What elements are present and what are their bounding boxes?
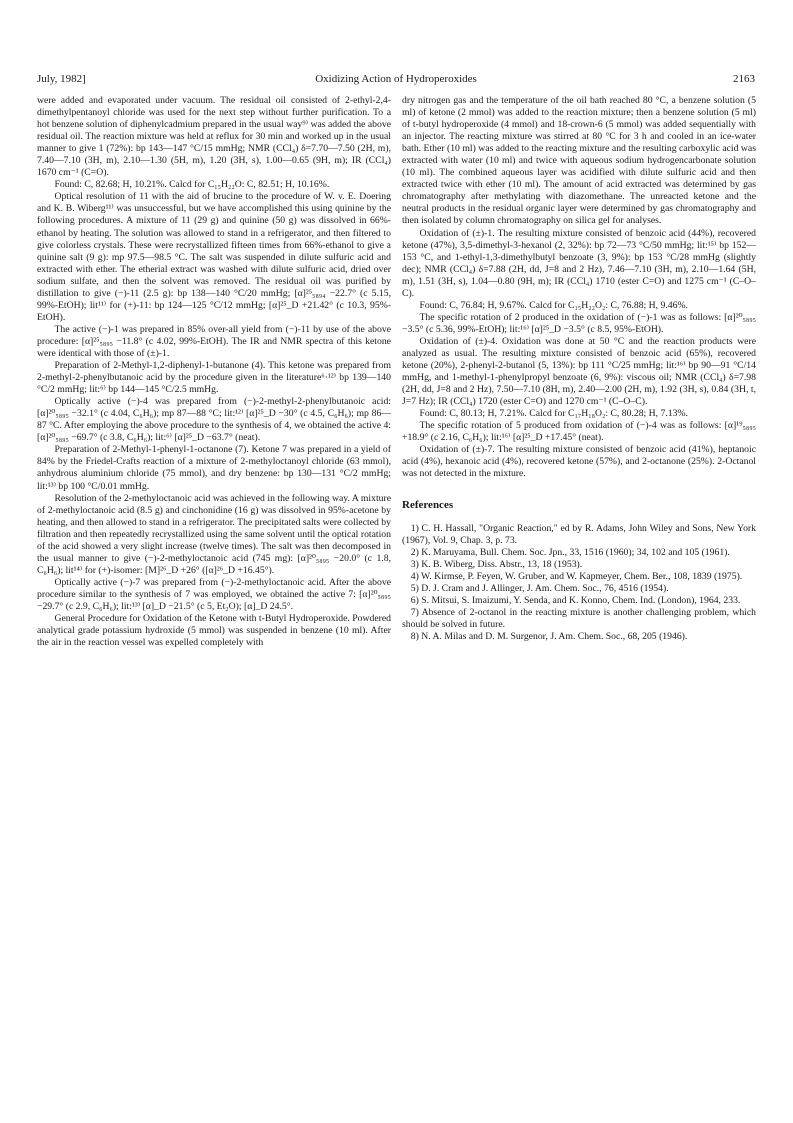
paragraph: The specific rotation of 5 produced from oxidation of (−)-4 was as follows: [α]¹⁹₅₈₉₅ +18.9° (c 2.16, C₆H₆); lit:¹⁶⁾ [α]²⁵_D +17.45° (neat). xyxy=(402,420,756,444)
reference-item: 8) N. A. Milas and D. M. Surgenor, J. Am. Chem. Soc., 68, 205 (1946). xyxy=(410,630,688,642)
references-heading: References xyxy=(402,498,454,511)
reference-item: 4) W. Kirmse, P. Feyen, W. Gruber, and W. Kapmeyer, Chem. Ber., 108, 1839 (1975). xyxy=(410,570,743,582)
paragraph: were added and evaporated under vacuum. The residual oil consisted of 2-ethyl-2,4-dimethylpentanoyl chloride was used for the next step without further purification. To a hot benzene solution of diphenylcadmium prepared in the usual way⁹⁾ was added the above residual oil. The reaction mixture was held at reflux for 30 min and worked up in the usual manner to give 1 (72%): bp 143—147 °C/15 mmHg; NMR (CCl₄) δ=7.70—7.50 (2H, m), 7.40—7.10 (3H, m), 2.10—1.30 (5H, m), 1.20 (3H, s), 1.00—0.65 (9H, m); IR (CCl₄) 1670 cm⁻¹ (C=O). xyxy=(37,95,391,179)
running-title: Oxidizing Action of Hydroperoxides xyxy=(315,73,477,85)
running-header xyxy=(37,72,755,86)
reference-item: 1) C. H. Hassall, "Organic Reaction," ed by R. Adams, John Wiley and Sons, New York (1967), Vol. 9, Chap. 3, p. 73. xyxy=(402,522,756,546)
reference-item: 7) Absence of 2-octanol in the reacting mixture is another challenging problem, which should be solved in future. xyxy=(402,606,756,630)
paragraph: The specific rotation of 2 produced in the oxidation of (−)-1 was as follows: [α]²⁰₅₈₉₅ −3.5° (c 5.36, 99%-EtOH); lit:¹⁶⁾ [α]²⁵_D −3.5° (c 8.5, 95%-EtOH). xyxy=(402,311,756,335)
paragraph: Oxidation of (±)-4. Oxidation was done at 50 °C and the reaction products were analyzed as usual. The resulting mixture consisted of benzoic acid (65%), recovered ketone (20%), 2-phenyl-2-butanol (5, 13%): bp 111 °C/25 mmHg; lit:¹⁶⁾ bp 90—91 °C/14 mmHg, and 1-methyl-1-phenylpropyl benzoate (6, 9%): viscous oil; NMR (CCl₄) δ=7.98 (2H, dd, J=8 and 2 Hz), 7.50—7.10 (8H, m), 2.40—2.00 (2H, m), 1.92 (3H, s), 0.84 (3H, t, J=7 Hz); IR (CCl₄) 1720 (ester C=O) and 1270 cm⁻¹ (C–O–C). xyxy=(402,335,756,408)
right-column xyxy=(402,95,756,643)
issue-date: July, 1982] xyxy=(37,73,86,85)
paragraph: Oxidation of (±)-1. The resulting mixture consisted of benzoic acid (44%), recovered ketone (47%), 3,5-dimethyl-3-hexanol (2, 32%): bp 72—73 °C/50 mmHg; lit:¹⁵⁾ bp 152—153 °C, and 1-ethyl-1,3-dimethylbutyl benzoate (3, 9%): bp 153 °C/28 mmHg (slightly dec); NMR (CCl₄) δ=7.88 (2H, dd, J=8 and 2 Hz), 7.46—7.10 (3H, m), 2.10—1.64 (5H, m), 1.51 (3H, s), 1.04—0.80 (9H, m); IR (CCl₄) 1710 (ester C=O) and 1275 cm⁻¹ (C–O–C). xyxy=(402,227,756,299)
reference-item: 3) K. B. Wiberg, Diss. Abstr., 13, 18 (1953). xyxy=(410,558,583,570)
paragraph: Oxidation of (±)-7. The resulting mixture consisted of benzoic acid (41%), heptanoic acid (4%), hexanoic acid (4%), recovered ketone (57%), and 2-octanone (25%). 2-Octanol was not detected in the mixture. xyxy=(402,444,756,480)
paragraph: Found: C, 82.68; H, 10.21%. Calcd for C₁₅H₂₂O: C, 82.51; H, 10.16%. xyxy=(54,179,330,191)
paragraph: Found: C, 76.84; H, 9.67%. Calcd for C₁₅H₂₂O₂: C, 76.88; H, 9.46%. xyxy=(419,299,688,311)
paragraph: Optically active (−)-4 was prepared from (−)-2-methyl-2-phenylbutanoic acid: [α]²⁰₅₈₉₅ −32.1° (c 4.04, C₆H₆); mp 87—88 °C; lit:¹²⁾ [α]²⁵_D −30° (c 4.5, C₆H₆); mp 86—87 °C. After employing the above procedure to the synthesis of 4, we obtained the active 4: [α]²⁰₅₈₉₅ −69.7° (c 3.8, C₆H₆); lit:⁶⁾ [α]²⁵_D −63.7° (neat). xyxy=(37,396,391,444)
paragraph: dry nitrogen gas and the temperature of the oil bath reached 80 °C, a benzene solution (5 ml) of ketone (2 mmol) was added to the reaction mixture; then a benzene solution (5 ml) of t-butyl hydroperoxide (4 mmol) and 18-crown-6 (5 mmol) was added sequentially with an injector. The reacting mixture was stirred at 80 °C for 3 h and cooled in an ice-water bath. Ether (10 ml) was added to the reacting mixture and the resulting carboxylic acid was extracted with water (10 ml) and twice with aqueous sodium hydrogencarbonate solution (10 ml). The combined aqueous layer was acidified with dilute sulfuric acid and then extracted twice with ether (10 ml). The amount of acid extracted was determined by gas chromatography after methylating with diazomethane. The unreacted ketone and the neutral products in the residual organic layer were determined by gas chromatography and then isolated by column chromatography on silica gel for analyses. xyxy=(402,95,756,227)
paragraph: Optical resolution of 11 with the aid of brucine to the procedure of W. v. E. Doering and K. B. Wiberg¹¹⁾ was unsuccessful, but we have accomplished this using quinine by the following procedures. A mixture of 11 (29 g) and quinine (50 g) was dissolved in 66%-ethanol by heating. The solution was allowed to stand in a refrigerator, and then filtered to give colorless crystals. These were recrystallized fifteen times from 66%-ethanol to give a quinine salt (9 g): mp 97.5—98.5 °C. The salt was suspended in dilute sulfuric acid and extracted with ether. The etherial extract was washed with dilute sulfuric acid, dried over sodium sulfate, and then the solvent was removed. The residual oil was purified by distillation to give (−)-11 (2.5 g): bp 138—140 °C/20 mmHg; [α]²⁵₅₈₉₄ −22.7° (c 5.15, 99%-EtOH); lit¹¹⁾ for (+)-11: bp 124—125 °C/12 mmHg; [α]²⁵_D +21.42° (c 10.3, 95%-EtOH). xyxy=(37,191,391,323)
paragraph: Preparation of 2-Methyl-1,2-diphenyl-1-butanone (4). This ketone was prepared from 2-methyl-2-phenylbutanoic acid by the procedure given in the literature⁶·¹²⁾ bp 139—140 °C/2 mmHg; lit:⁶⁾ bp 144—145 °C/2.5 mmHg. xyxy=(37,360,391,396)
page-number: 2163 xyxy=(733,73,755,85)
paragraph: General Procedure for Oxidation of the Ketone with t-Butyl Hydroperoxide. Powdered analytical grade potassium hydroxide (5 mmol) was suspended in benzene (10 ml). After the air in the reaction vessel was expelled completely with xyxy=(37,613,391,649)
paragraph: Optically active (−)-7 was prepared from (−)-2-methyloctanoic acid. After the above procedure similar to the synthesis of 7 was employed, we obtained the active 7: [α]²⁰₅₈₉₅ −29.7° (c 2.9, C₆H₆); lit:¹³⁾ [α]_D −21.5° (c 5, Et₂O); [α]_D 24.5°. xyxy=(37,576,391,612)
reference-item: 2) K. Maruyama, Bull. Chem. Soc. Jpn., 33, 1516 (1960); 34, 102 and 105 (1961). xyxy=(410,546,730,558)
reference-item: 6) S. Mitsui, S. Imaizumi, Y. Senda, and K. Konno, Chem. Ind. (London), 1964, 233. xyxy=(410,594,741,606)
paragraph: Resolution of the 2-methyloctanoic acid was achieved in the following way. A mixture of 2-methyloctanoic acid (8.5 g) and cinchonidine (16 g) was dissolved in 95%-acetone by heating, and then allowed to stand in a refrigerator. The precipitated salts were collected by filtration and then repeatedly recrystallized using the same solvent until the optical rotation of the acid showed a very slight increase (twelve times). The salt was then decomposed in the usual manner to give (−)-2-methyloctanoic acid (745 mg): [α]²⁰₅₈₉₅ −20.0° (c 1.8, C₆H₆); lit¹⁴⁾ for (+)-isomer: [M]²⁶_D +26° ([α]²⁶_D +16.45°). xyxy=(37,492,391,576)
paragraph: Found: C, 80.13; H, 7.21%. Calcd for C₁₇H₁₈O₂: C, 80.28; H, 7.13%. xyxy=(419,408,688,420)
paragraph: Preparation of 2-Methyl-1-phenyl-1-octanone (7). Ketone 7 was prepared in a yield of 84% by the Friedel-Crafts reaction of a mixture of 2-methyloctanoyl chloride (63 mmol), anhydrous aluminium chloride (75 mmol), and dry benzene: bp 130—131 °C/2 mmHg; lit:¹³⁾ bp 100 °C/0.01 mmHg. xyxy=(37,444,391,492)
left-column xyxy=(37,95,391,649)
paragraph: The active (−)-1 was prepared in 85% over-all yield from (−)-11 by use of the above procedure: [α]²⁵₅₈₉₅ −11.8° (c 4.02, 99%-EtOH). The IR and NMR spectra of this ketone were identical with those of (±)-1. xyxy=(37,323,391,359)
reference-item: 5) D. J. Cram and J. Allinger, J. Am. Chem. Soc., 76, 4516 (1954). xyxy=(410,582,669,594)
